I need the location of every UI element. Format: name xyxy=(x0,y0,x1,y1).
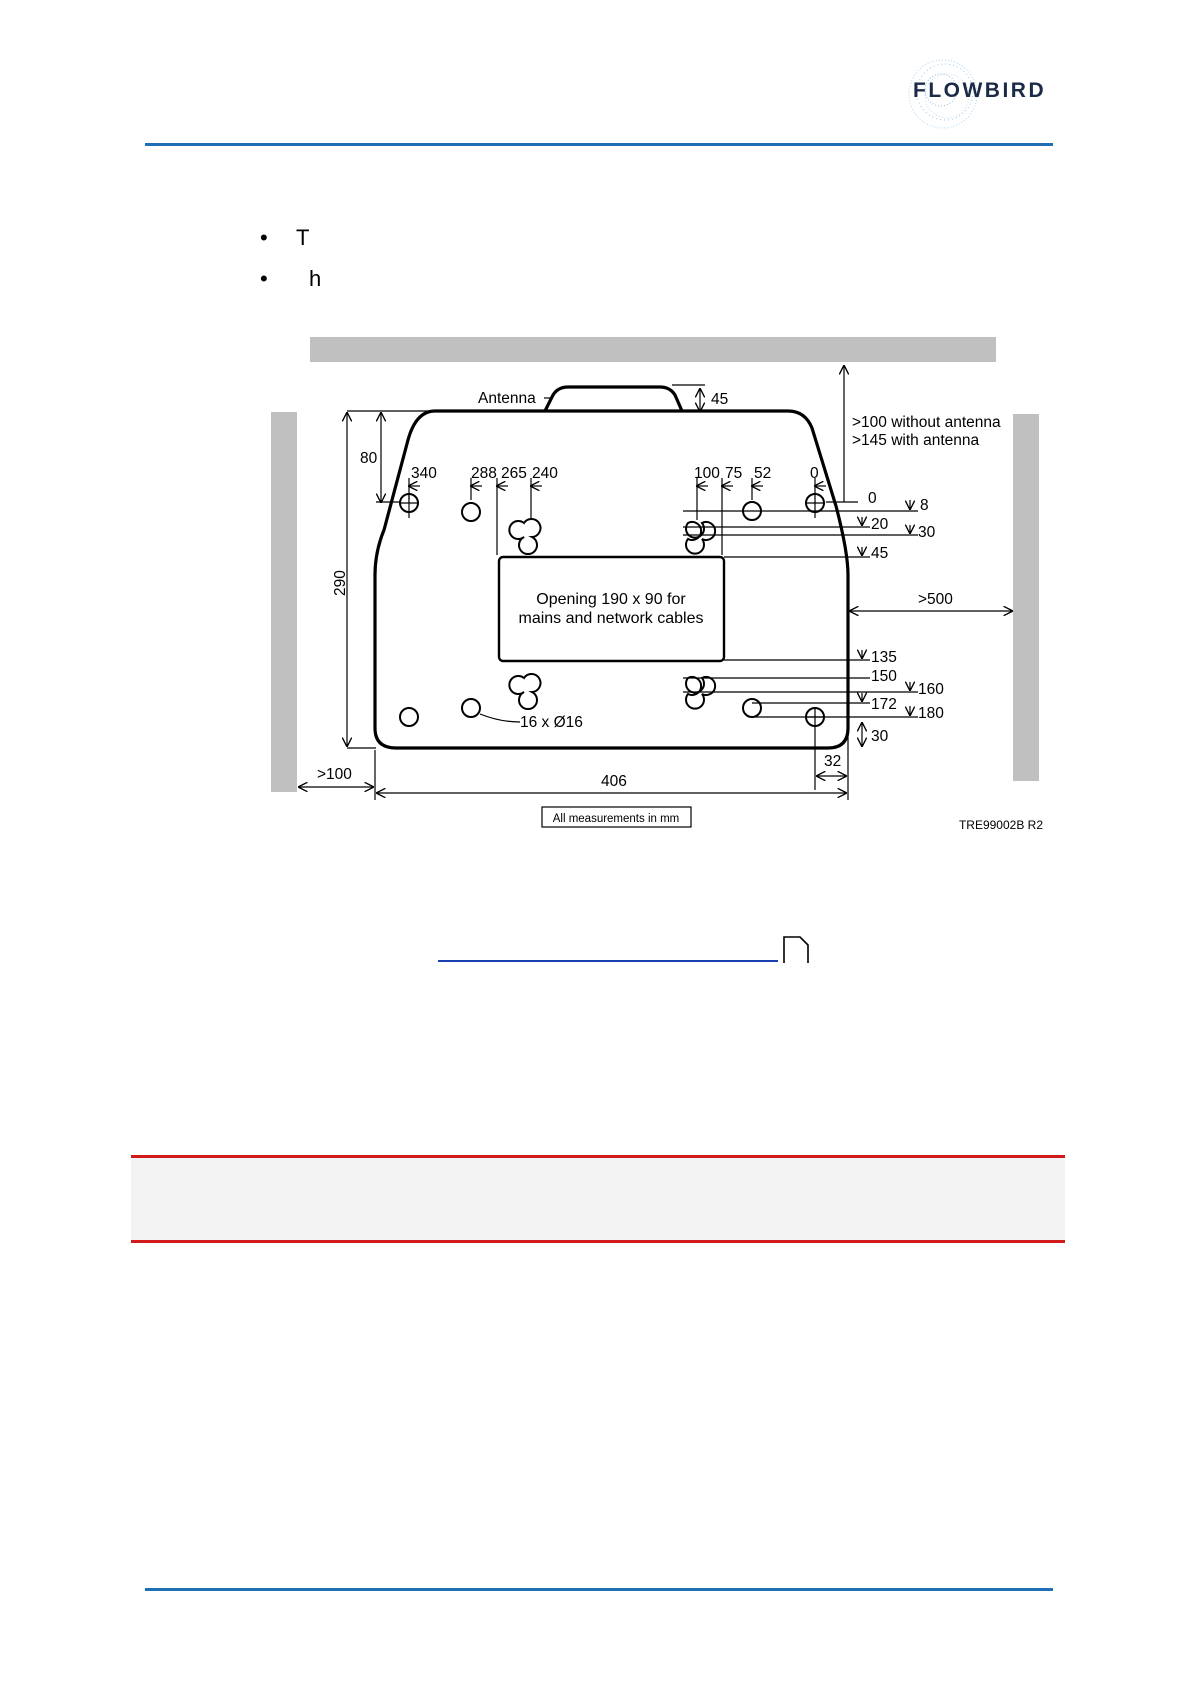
top-x-label: 0 xyxy=(810,465,819,482)
right-y-label: 30 xyxy=(871,728,889,745)
top-x-label: 100 xyxy=(694,465,720,482)
keyhole-slot xyxy=(509,674,540,709)
dim-80: 80 xyxy=(360,450,378,467)
right-y-label: 30 xyxy=(918,524,936,541)
mounting-hole xyxy=(462,503,480,521)
bullet-text: T xyxy=(296,225,310,250)
dim-290: 290 xyxy=(332,570,349,596)
right-y-label: 150 xyxy=(871,668,897,685)
drawing-ref: TRE99002B R2 xyxy=(958,818,1043,832)
bullet-text: h xyxy=(309,266,322,291)
warning-note-box xyxy=(131,1155,1065,1243)
top-x-label: 75 xyxy=(725,465,743,482)
bullet-dot-icon: • xyxy=(260,225,268,250)
right-y-label: 172 xyxy=(871,696,897,713)
dim-32: 32 xyxy=(824,753,842,770)
top-x-label: 265 xyxy=(501,465,527,482)
right-y-label: 160 xyxy=(918,681,944,698)
right-y-label: 8 xyxy=(920,497,929,514)
logo-text: FLOWBIRD xyxy=(913,79,1047,102)
clearance-top-line1: >100 without antenna xyxy=(852,414,1001,431)
wall-right xyxy=(1013,414,1039,781)
clearance-left: >100 xyxy=(317,766,352,783)
clearance-top-line2: >145 with antenna xyxy=(852,432,980,449)
right-y-label: 20 xyxy=(871,516,889,533)
link-underline[interactable] xyxy=(438,960,778,962)
housing-outline xyxy=(375,411,848,748)
page-fold-icon xyxy=(782,935,810,965)
cable-opening xyxy=(499,557,724,661)
units-note: All measurements in mm xyxy=(552,813,680,825)
mounting-hole xyxy=(462,699,480,717)
wall-left xyxy=(271,412,297,792)
wall-top xyxy=(310,337,996,362)
top-x-label: 288 xyxy=(471,465,497,482)
opening-label-line2: mains and network cables xyxy=(518,610,704,627)
antenna-hump xyxy=(545,387,682,411)
bullet-dot-icon: • xyxy=(260,266,268,291)
top-x-label: 240 xyxy=(532,465,558,482)
clearance-right: >500 xyxy=(918,591,953,608)
mounting-hole xyxy=(743,699,761,717)
keyhole-slot xyxy=(686,677,715,709)
opening-label-line1: Opening 190 x 90 for xyxy=(536,591,686,608)
antenna-label: Antenna xyxy=(478,390,536,407)
right-y-label: 45 xyxy=(871,545,889,562)
dim-406: 406 xyxy=(601,773,627,790)
dim-45-top: 45 xyxy=(711,391,729,408)
keyhole-slot xyxy=(509,519,540,554)
right-y-label: 180 xyxy=(918,705,944,722)
holes-label: 16 x Ø16 xyxy=(520,714,583,731)
mounting-hole xyxy=(400,708,418,726)
right-y-label: 0 xyxy=(868,490,877,507)
top-x-label: 340 xyxy=(411,465,437,482)
footer-rule xyxy=(145,1588,1053,1591)
top-x-label: 52 xyxy=(754,465,772,482)
right-y-label: 135 xyxy=(871,649,897,666)
